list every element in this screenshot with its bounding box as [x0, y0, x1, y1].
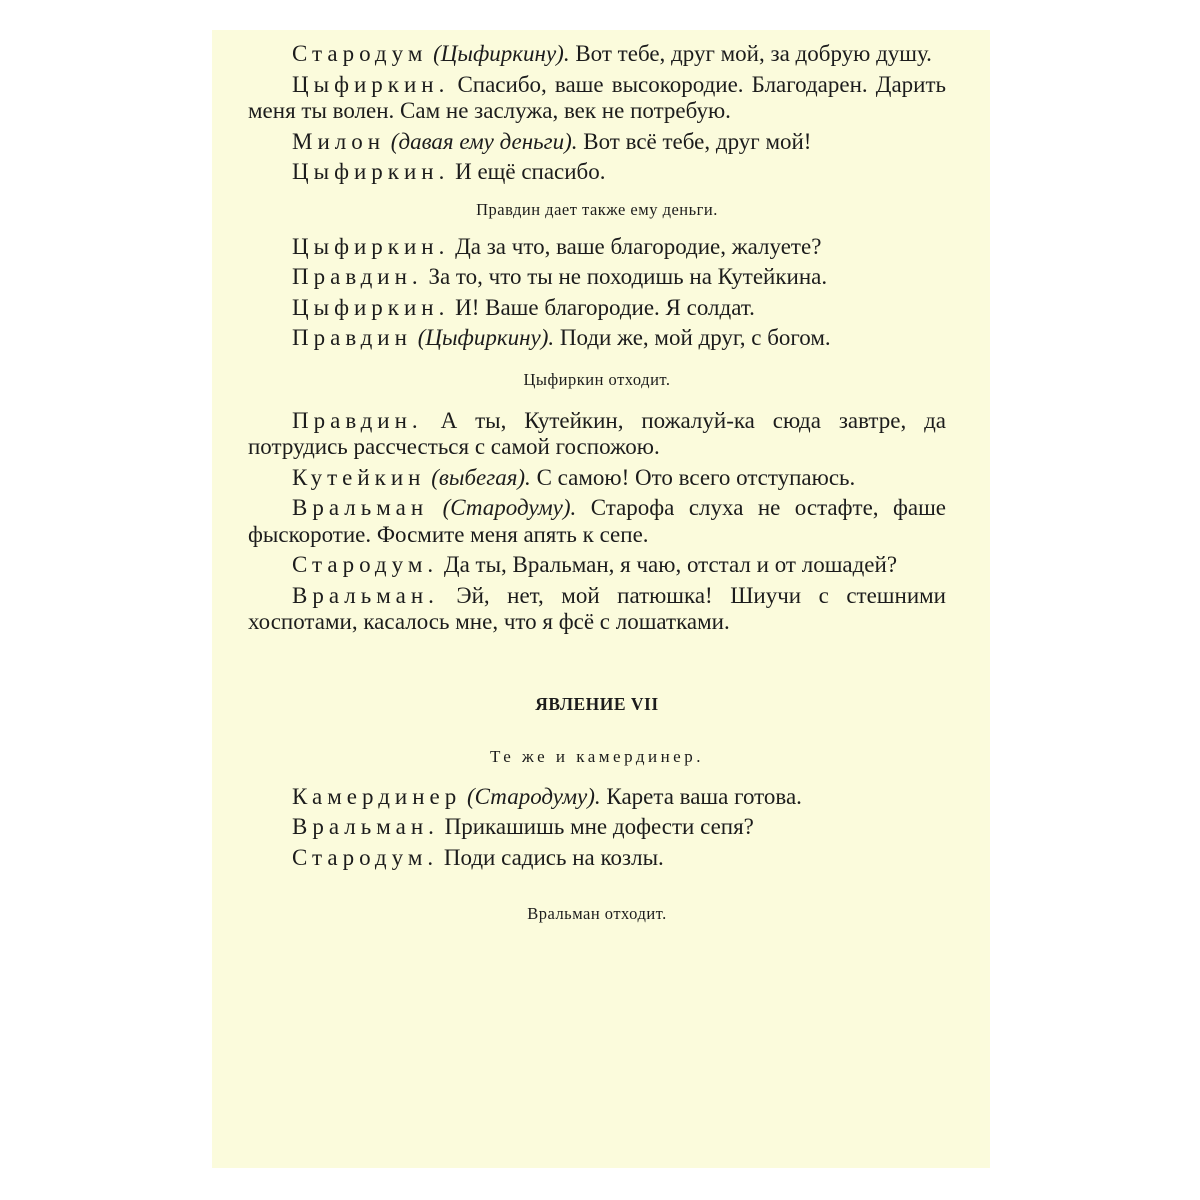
speaker-name: Вральман.	[292, 814, 439, 839]
dialogue-line	[248, 264, 946, 291]
dialogue-line	[248, 845, 946, 872]
scene-heading: ЯВЛЕНИЕ VII	[535, 693, 659, 714]
line-text: Карета ваша готова.	[606, 783, 802, 809]
speaker-name: Цыфиркин.	[292, 71, 450, 97]
speaker-name: Камердинер	[292, 783, 462, 809]
stage-note: Вральман отходит.	[527, 904, 667, 923]
scene-characters: Те же и камердинер.	[490, 746, 704, 766]
dialogue-line	[248, 159, 946, 186]
stage-direction: (выбегая).	[431, 464, 531, 490]
line-text: Старофа слуха не остафте, фаше фыскоротие. Фосмите меня апять к сепе.	[248, 495, 947, 547]
dialogue-line	[248, 408, 946, 461]
speaker-name: Цыфиркин.	[292, 159, 450, 184]
book-page	[212, 30, 990, 1168]
speaker-name: Кутейкин	[292, 464, 426, 490]
dialogue-line	[248, 41, 946, 68]
line-text: Да ты, Вральман, я чаю, отстал и от лошадей?	[443, 552, 898, 577]
speaker-name: Правдин.	[292, 264, 423, 289]
speaker-name: Цыфиркин.	[292, 294, 450, 320]
speaker-name: Стародум.	[292, 552, 439, 577]
stage-direction: (Стародуму).	[442, 495, 577, 520]
dialogue-line	[248, 552, 946, 579]
speaker-name: Правдин.	[292, 407, 423, 433]
line-text: Вот тебе, друг мой, за добрую душу.	[575, 41, 932, 66]
dialogue-line	[248, 72, 946, 125]
stage-note: Цыфиркин отходит.	[523, 369, 671, 389]
line-text: С самою! Ото всего отступаюсь.	[536, 464, 856, 490]
dialogue-line	[248, 295, 946, 322]
line-text: Эй, нет, мой патюшка! Шиучи с стешними хоспотами, касалось мне, что я фсё с лошатками.	[248, 582, 946, 634]
speaker-name: Вральман	[292, 495, 429, 520]
line-text: Поди садись на козлы.	[443, 844, 664, 870]
stage-direction: (Цыфиркину).	[433, 41, 570, 66]
line-text: Прикашишь мне дофести сепя?	[444, 814, 754, 839]
line-text: И! Ваше благородие. Я солдат.	[455, 294, 755, 320]
speaker-name: Милон	[292, 128, 386, 154]
line-text: Спасибо, ваше высокородие. Благодарен. Дарить меня ты волен. Сам не заслужа, век не потребую.	[248, 71, 946, 123]
stage-direction: (Стародуму).	[466, 783, 601, 809]
speaker-name: Стародум.	[292, 844, 439, 870]
line-text: И ещё спасибо.	[455, 159, 606, 184]
dialogue-line	[248, 325, 946, 352]
stage-direction: (давая ему деньги).	[390, 128, 578, 154]
line-text: Вот всё тебе, друг мой!	[583, 128, 812, 154]
line-text: А ты, Кутейкин, пожалуй-ка сюда завтре, да потрудись рассчесться с самой госпожою.	[248, 407, 946, 459]
dialogue-line	[248, 784, 946, 811]
speaker-name: Вральман.	[292, 582, 439, 608]
speaker-name: Правдин	[292, 325, 412, 350]
dialogue-line	[248, 129, 946, 156]
line-text: Да за что, ваше благородие, жалуете?	[455, 233, 822, 259]
speaker-name: Стародум	[292, 41, 428, 66]
stage-note: Правдин дает также ему деньги.	[476, 199, 718, 219]
dialogue-line	[248, 495, 946, 548]
line-text: За то, что ты не походишь на Кутейкина.	[428, 264, 828, 289]
dialogue-line	[248, 234, 946, 261]
dialogue-line	[248, 465, 946, 492]
dialogue-line	[248, 583, 946, 636]
dialogue-line	[248, 814, 946, 841]
stage-direction: (Цыфиркину).	[417, 325, 555, 350]
line-text: Поди же, мой друг, с богом.	[559, 325, 831, 350]
speaker-name: Цыфиркин.	[292, 233, 450, 259]
